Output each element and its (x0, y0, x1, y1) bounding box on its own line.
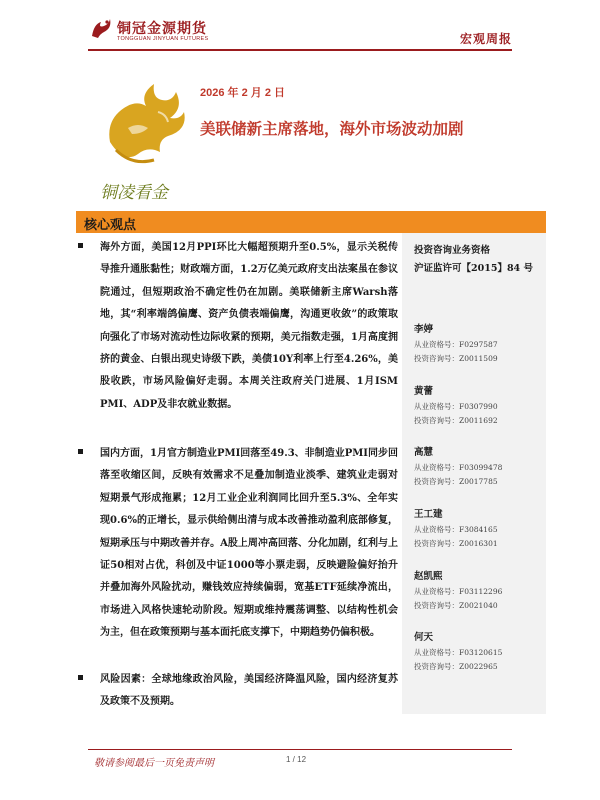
qualification-line: 投资咨询业务资格 (414, 245, 491, 256)
license-line: 沪证监许可【2015】84 号 (414, 263, 533, 274)
bullet-marker-icon (78, 243, 83, 248)
analyst-name: 黄蕾 (414, 386, 434, 397)
report-type-label: 宏观周报 (459, 32, 512, 46)
bullet-text: 海外方面，美国12月PPI环比大幅超预期升至0.5%，显示关税传导推升通胀黏性；财政端方面，1.2万亿美元政府支出法案虽在参议院通过，但短期政治不确定性仍在加剧。美联储新主席Warsh落地，其“利率端鸽偏鹰、资产负债表端偏鹰，沟通更收敛”的政策取向强化了市场对流动性边际收紧的预期，美元指数走强，1月高度拥挤的黄金、白银出现史诗级下跌，美债10Y利率上行至4.26%，美股收跌，市场风险偏好走弱。本周关注政府关门进展、1月ISM PMI、ADP及非农就业数据。 (100, 242, 398, 410)
analyst-name: 王工建 (414, 509, 443, 520)
bullet-risk (78, 669, 398, 714)
section-title: 核心观点 (84, 218, 137, 233)
disclaimer-note: 敬请参阅最后一页免责声明 (94, 758, 214, 769)
analyst-consult: 投资咨询号：Z0021040 (414, 601, 498, 610)
analyst-license: 从业资格号：F03112296 (414, 587, 503, 596)
analyst-license: 从业资格号：F3084165 (414, 525, 498, 534)
brand-name: 铜冠金源期货 (117, 21, 207, 37)
analyst-name: 李婷 (414, 324, 434, 335)
emblem-caption: 铜凌看金 (100, 183, 168, 203)
analyst-license: 从业资格号：F03120615 (414, 648, 503, 657)
analyst-consult: 投资咨询号：Z0011509 (414, 354, 498, 363)
bullet-overseas (78, 237, 398, 416)
bullet-marker-icon (78, 675, 83, 680)
analyst-name: 赵凯熙 (414, 571, 443, 582)
page-number: 1 / 12 (286, 755, 307, 764)
analyst-license: 从业资格号：F03099478 (414, 463, 503, 472)
analyst-name: 何天 (414, 632, 434, 643)
brand-emblem-icon (88, 72, 198, 212)
report-title: 美联储新主席落地，海外市场波动加剧 (200, 119, 464, 138)
bullet-domestic (78, 443, 398, 645)
report-date: 2026 年 2 月 2 日 (200, 87, 285, 99)
header-divider (88, 49, 512, 51)
analyst-name: 高慧 (414, 447, 434, 458)
analyst-consult: 投资咨询号：Z0022965 (414, 662, 498, 671)
analyst-consult: 投资咨询号：Z0011692 (414, 416, 498, 425)
bullet-marker-icon (78, 449, 83, 454)
analyst-license: 从业资格号：F0297587 (414, 340, 498, 349)
company-logo-icon (88, 16, 114, 42)
analyst-consult: 投资咨询号：Z0016301 (414, 539, 498, 548)
section-banner (76, 211, 546, 233)
bullet-text: 国内方面，1月官方制造业PMI回落至49.3、非制造业PMI同步回落至收缩区间，反映有效需求不足叠加制造业淡季、建筑业走弱对短期景气形成拖累；12月工业企业利润同比回升至5.3%、全年实现0.6%的正增长，显示供给侧出清与成本改善推动盈利底部修复，短期承压与中期改善并存。A股上周冲高回落、分化加剧，红利与上证50相对占优，科创及中证1000等小票走弱，反映避险偏好抬升并叠加海外风险扰动，赚钱效应持续偏弱，宽基ETF延续净流出，市场进入风格快速轮动阶段。短期或维持震荡调整、以结构性机会为主，但在政策预期与基本面托底支撑下，中期趋势仍偏积极。 (100, 448, 398, 639)
bullet-text: 风险因素：全球地缘政治风险，美国经济降温风险，国内经济复苏及政策不及预期。 (100, 674, 398, 708)
analyst-consult: 投资咨询号：Z0017785 (414, 477, 498, 486)
analyst-license: 从业资格号：F0307990 (414, 402, 498, 411)
footer-divider (88, 749, 512, 750)
brand-name-en: TONGGUAN JINYUAN FUTURES (117, 36, 209, 42)
